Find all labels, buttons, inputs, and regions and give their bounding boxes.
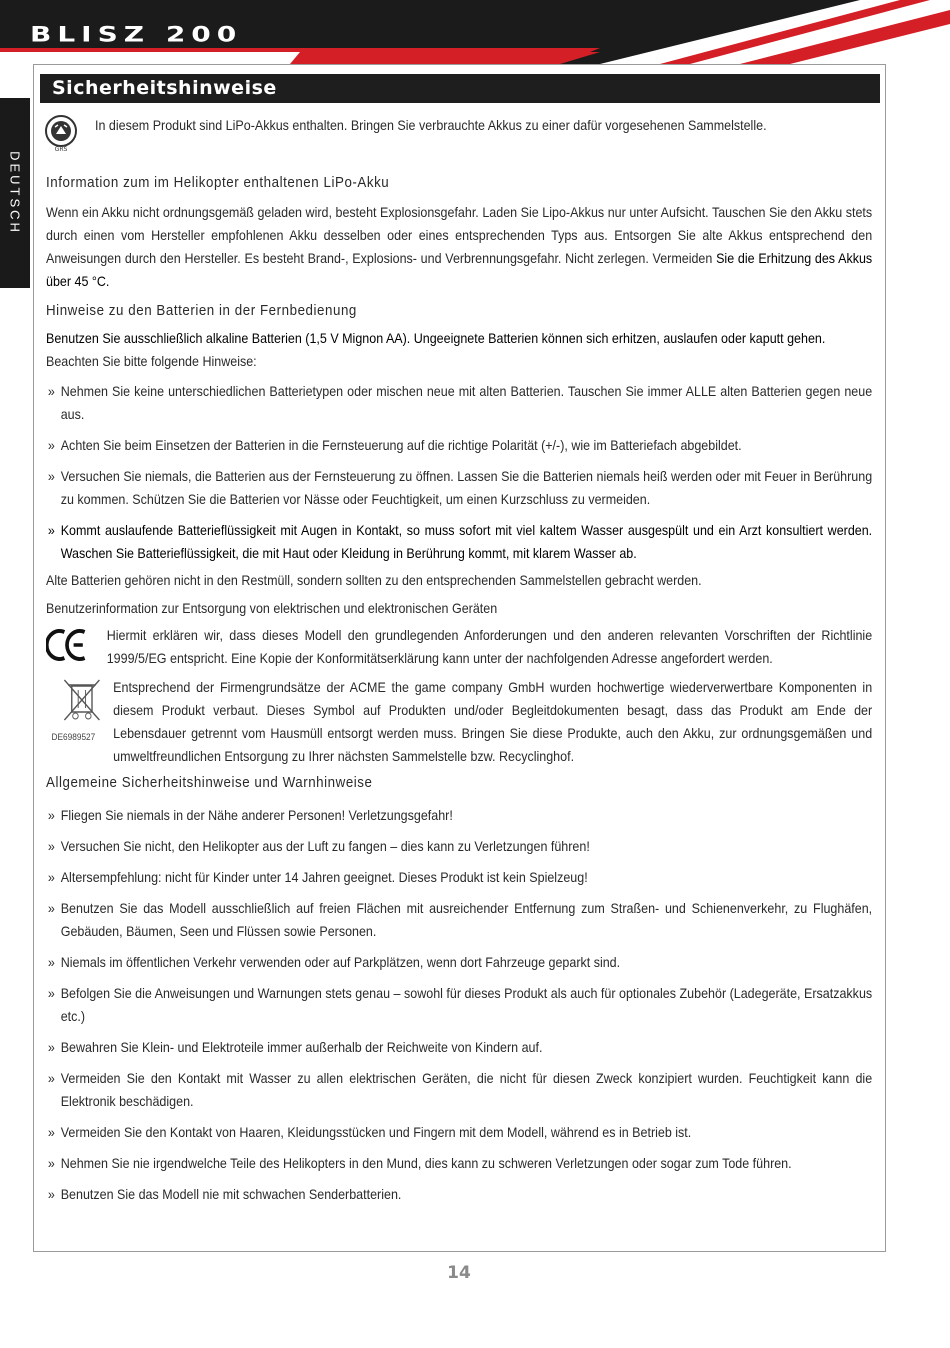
remote-emphasis: Benutzen Sie ausschließlich alkaline Batterien (1,5 V Mignon AA). Ungeeignete Batterien können sich erhitzen, auslaufen oder kaputt gehen. [46,331,826,346]
header-banner [0,0,950,64]
disposal-heading: Benutzerinformation zur Entsorgung von elektrischen und elektronischen Geräten [46,601,498,616]
weee-bin-icon [51,676,111,742]
ce-text: Hiermit erklären wir, dass dieses Modell den grundlegenden Anforderungen und den anderen relevanten Vorschriften der Richtlinie 1999/5/EG entspricht. Eine Kopie der Konformitätserklärung kann unter der nachfolgenden Adresse angefordert werden. [106,628,873,666]
main-content [46,172,872,1214]
section-title: Sicherheitshinweise [52,77,277,99]
list-item: » Benutzen Sie das Modell ausschließlich auf freien Flächen mit ausreichender Entfernung zum Straßen- und Schienenverkehr, zu Flughäfen, Gebäuden, Bäumen, Seen und Flüssen sowie Personen. [46,897,872,943]
list-item: » Benutzen Sie das Modell nie mit schwachen Senderbatterien. [46,1183,872,1206]
ce-block [46,624,872,670]
general-heading: Allgemeine Sicherheitshinweise und Warnhinweise [46,775,373,791]
list-item: » Vermeiden Sie den Kontakt von Haaren, Kleidungsstücken und Fingern mit dem Modell, während es in Betrieb ist. [46,1121,872,1144]
list-item: » Nehmen Sie keine unterschiedlichen Batterietypen oder mischen neue mit alten Batterien. Tauschen Sie immer ALLE alten Batterien gegen neue aus. [46,380,872,426]
ce-mark-icon [46,628,88,662]
language-tab [0,98,30,288]
list-item: » Vermeiden Sie den Kontakt mit Wasser zu allen elektrischen Geräten, die nicht für diesen Zweck konzipiert wurden. Feuchtigkeit kann die Elektronik beschädigen. [46,1067,872,1113]
lipo-body-tail: Sie die Erhitzung des Akkus über 45 °C. [46,251,873,289]
lipo-body-text: Wenn ein Akku nicht ordnungsgemäß geladen wird, besteht Explosionsgefahr. Laden Sie Lipo-Akkus nur unter Aufsicht. Tauschen Sie den Akku stets durch einen vom Hersteller empfohlenen Akku desselben oder eines entsprechenden Typs aus. Entsorgen Sie alte Akkus entsprechend den Anweisungen durch den Hersteller. Es besteht Brand-, Explosions- und Verbrennungsgefahr. Nicht zerlegen. Vermeiden [46,205,873,266]
brand-logo: BLISZ 200 [30,22,243,47]
lipo-body [46,201,872,293]
list-item: » Fliegen Sie niemals in der Nähe anderer Personen! Verletzungsgefahr! [46,804,872,827]
lipo-heading: Information zum im Helikopter enthaltenen LiPo-Akku [46,175,390,191]
section-title-bar [40,74,880,103]
intro-text: In diesem Produkt sind LiPo-Akkus enthalten. Bringen Sie verbrauchte Akkus zu einer dafür vorgesehenen Sammelstelle. [95,118,767,133]
list-item: » Altersempfehlung: nicht für Kinder unter 14 Jahren geeignet. Dieses Produkt ist kein Spielzeug! [46,866,872,889]
weee-code: DE6989527 [51,732,96,742]
list-item: » Nehmen Sie nie irgendwelche Teile des Helikopters in den Mund, dies kann zu schweren Verletzungen oder sogar zum Tode führen. [46,1152,872,1175]
weee-block [46,676,872,768]
remote-heading: Hinweise zu den Batterien in der Fernbedienung [46,303,357,319]
battery-recycling-icon [44,112,78,152]
list-item: » Kommt auslaufende Batterieflüssigkeit mit Augen in Kontakt, so muss sofort mit viel kaltem Wasser ausgespült und ein Arzt konsultiert werden. Waschen Sie Batterieflüssigkeit, die mit Haut oder Kleidung in Berührung kommt, mit klarem Wasser ab. [46,519,872,565]
list-item: » Achten Sie beim Einsetzen der Batterien in die Fernsteuerung auf die richtige Polarität (+/-), wie im Batteriefach abgebildet. [46,434,872,457]
svg-text:GRS: GRS [54,146,68,152]
list-item: » Bewahren Sie Klein- und Elektroteile immer außerhalb der Reichweite von Kindern auf. [46,1036,872,1059]
remote-closing: Alte Batterien gehören nicht in den Restmüll, sondern sollten zu den entsprechenden Sammelstellen gebracht werden. [46,573,702,588]
list-item: » Versuchen Sie niemals, die Batterien aus der Fernsteuerung zu öffnen. Lassen Sie die Batterien niemals heiß werden oder mit Feuer in Berührung zu kommen. Schützen Sie die Batterien vor Nässe oder Feuchtigkeit, um einen Kurzschluss zu vermeiden. [46,465,872,511]
weee-text: Entsprechend der Firmengrundsätze der ACME the game company GmbH wurden hochwertige wiederverwertbare Komponenten in diesem Produkt verbaut. Dieses Symbol auf Produkten und/oder Begleitdokumenten besagt, dass das Produkt am Ende der Lebensdauer getrennt vom Hausmüll entsorgt werden muss. Bringen Sie diese Produkte, auch den Akku, zur ordnungsgemäßen und umweltfreundlichen Entsorgung zu Ihrer nächsten Sammelstelle bzw. Recyclinghof. [113,680,873,764]
brand-tagline: 3D HELI MASTER [160,52,270,61]
list-item: » Befolgen Sie die Anweisungen und Warnungen stets genau – sowohl für dieses Produkt als auch für optionales Zubehör (Ladegeräte, Ersatzakkus etc.) [46,982,872,1028]
page-number: 14 [447,1263,471,1283]
remote-lead: Beachten Sie bitte folgende Hinweise: [46,354,257,369]
list-item: » Niemals im öffentlichen Verkehr verwenden oder auf Parkplätzen, wenn dort Fahrzeuge geparkt sind. [46,951,872,974]
list-item: » Versuchen Sie nicht, den Helikopter aus der Luft zu fangen – dies kann zu Verletzungen führen! [46,835,872,858]
language-label: DEUTSCH [7,151,23,235]
